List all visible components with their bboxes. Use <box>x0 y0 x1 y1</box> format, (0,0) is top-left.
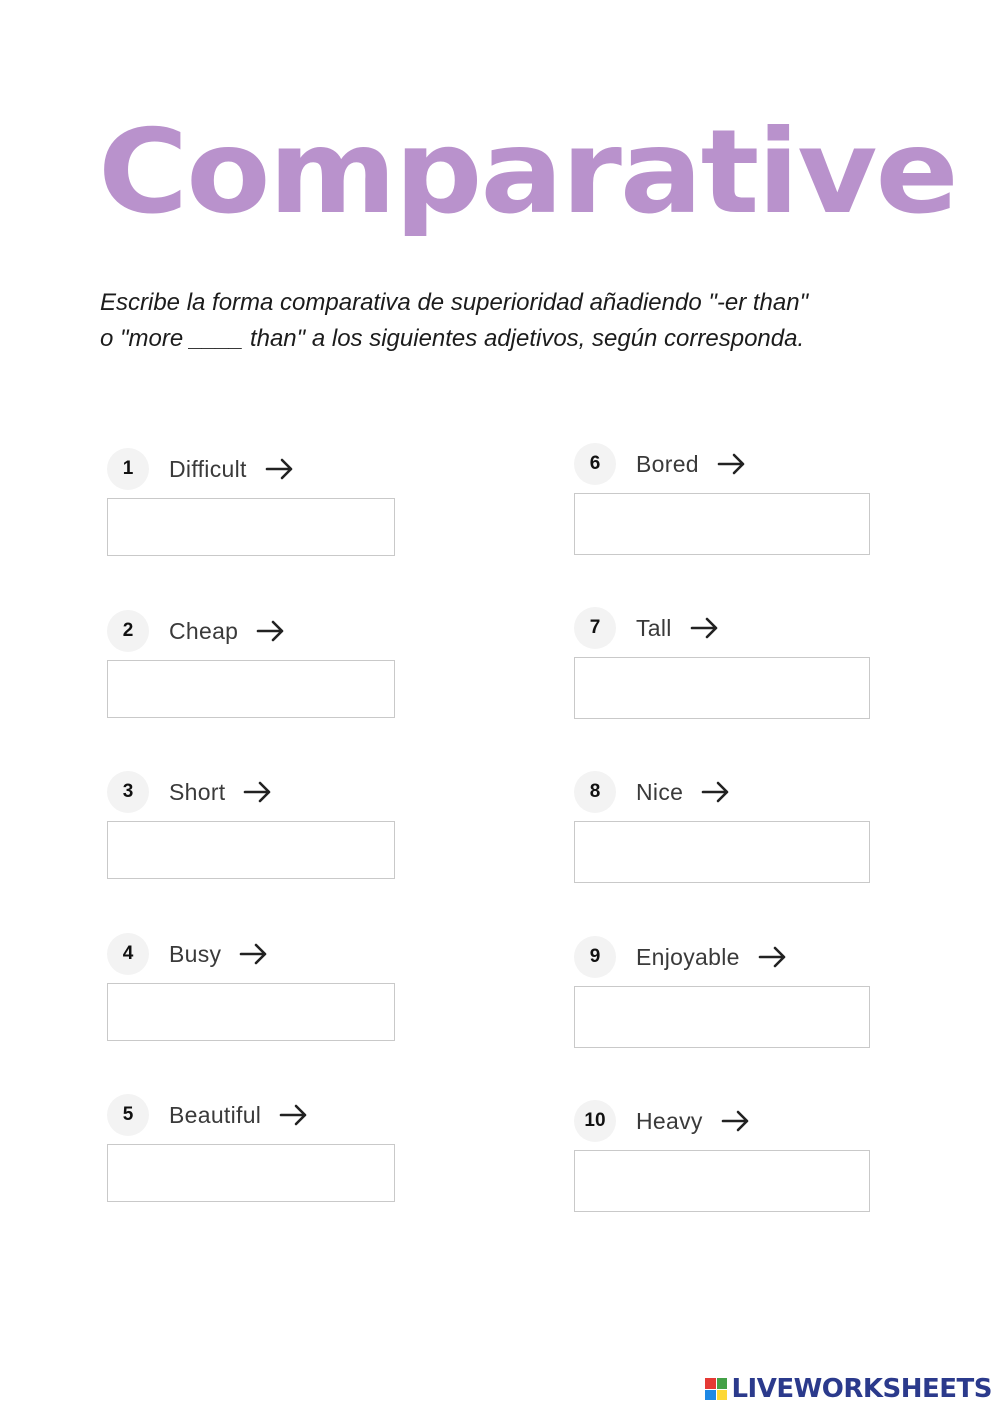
item-adjective: Short <box>169 778 226 805</box>
item-number: 10 <box>574 1100 616 1142</box>
answer-input[interactable] <box>107 1144 395 1202</box>
item-adjective: Cheap <box>169 617 239 644</box>
answer-input[interactable] <box>574 493 870 555</box>
answer-input[interactable] <box>107 821 395 879</box>
arrow-right-icon <box>758 945 788 969</box>
answer-input[interactable] <box>574 986 870 1048</box>
exercise-item-6 <box>574 443 874 555</box>
worksheet-title: Comparative <box>98 105 957 240</box>
logo-text: LIVEWORKSHEETS <box>731 1374 992 1404</box>
arrow-right-icon <box>265 457 295 481</box>
item-adjective: Beautiful <box>169 1101 262 1128</box>
arrow-right-icon <box>717 452 747 476</box>
item-number: 8 <box>574 771 616 813</box>
answer-input[interactable] <box>107 498 395 556</box>
exercise-item-8 <box>574 771 874 883</box>
arrow-right-icon <box>243 780 273 804</box>
exercise-item-9 <box>574 936 874 1048</box>
arrow-right-icon <box>690 616 720 640</box>
item-number: 1 <box>107 448 149 490</box>
item-number: 9 <box>574 936 616 978</box>
exercise-item-10 <box>574 1100 874 1212</box>
answer-input[interactable] <box>574 821 870 883</box>
exercise-item-2 <box>107 610 407 718</box>
item-adjective: Tall <box>636 614 672 641</box>
arrow-right-icon <box>701 780 731 804</box>
item-number: 5 <box>107 1094 149 1136</box>
item-adjective: Busy <box>169 940 222 967</box>
item-number: 2 <box>107 610 149 652</box>
item-number: 4 <box>107 933 149 975</box>
answer-input[interactable] <box>574 657 870 719</box>
liveworksheets-logo <box>705 1374 992 1404</box>
exercise-item-1 <box>107 448 407 556</box>
exercise-item-5 <box>107 1094 407 1202</box>
answer-input[interactable] <box>107 660 395 718</box>
item-number: 3 <box>107 771 149 813</box>
instructions-line-2: o "more ____ than" a los siguientes adjetivos, según corresponda. <box>100 325 805 352</box>
item-adjective: Nice <box>636 778 684 805</box>
logo-mark-icon <box>705 1378 727 1400</box>
instructions-line-1: Escribe la forma comparativa de superioridad añadiendo "-er than" <box>100 289 809 316</box>
item-number: 7 <box>574 607 616 649</box>
answer-input[interactable] <box>574 1150 870 1212</box>
item-number: 6 <box>574 443 616 485</box>
item-adjective: Enjoyable <box>636 943 740 970</box>
exercise-item-3 <box>107 771 407 879</box>
answer-input[interactable] <box>107 983 395 1041</box>
arrow-right-icon <box>239 942 269 966</box>
item-adjective: Bored <box>636 450 699 477</box>
item-adjective: Difficult <box>169 455 247 482</box>
exercise-item-7 <box>574 607 874 719</box>
item-adjective: Heavy <box>636 1107 703 1134</box>
arrow-right-icon <box>279 1103 309 1127</box>
arrow-right-icon <box>721 1109 751 1133</box>
exercise-item-4 <box>107 933 407 1041</box>
arrow-right-icon <box>256 619 286 643</box>
instructions <box>100 285 920 357</box>
